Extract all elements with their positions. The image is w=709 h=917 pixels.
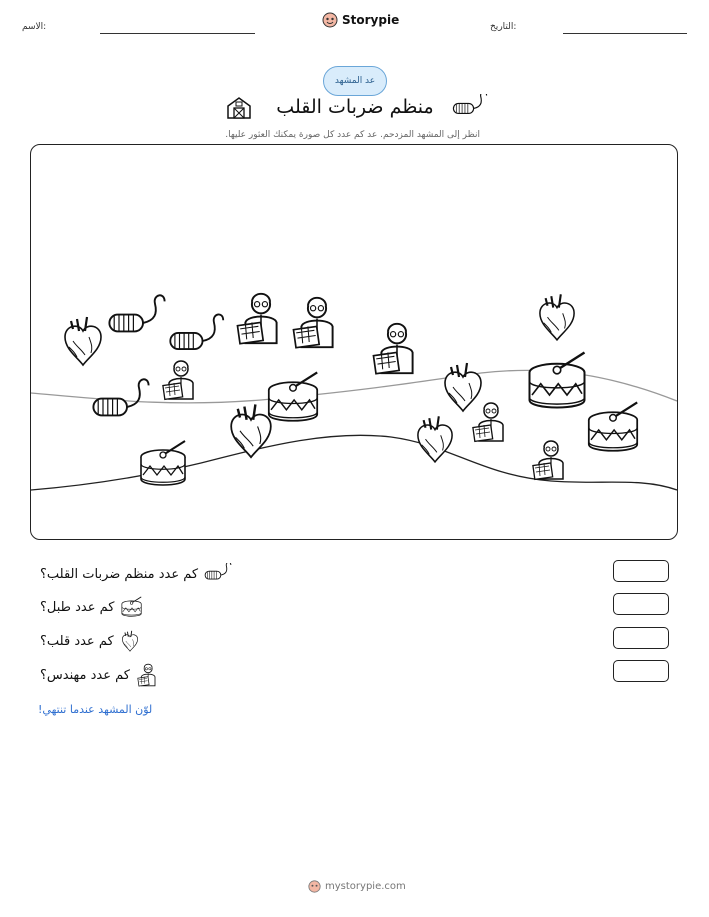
question-row [40, 630, 140, 652]
engineer-icon [136, 663, 158, 687]
question-text: كم عدد مهندس؟ [40, 667, 130, 683]
engineer-item [533, 441, 563, 479]
heart-icon [120, 630, 140, 652]
drum-item [269, 372, 317, 420]
site-url: mystorypie.com [325, 881, 406, 892]
answer-box-heart[interactable] [613, 627, 669, 649]
brand-name: Storypie [342, 13, 400, 27]
color-instruction: لوّن المشهد عندما تنتهي! [38, 703, 153, 716]
instructions: انظر إلى المشهد المزدحم. عد كم عدد كل صورة يمكنك العثور عليها. [225, 130, 480, 140]
storypie-mascot-icon [308, 880, 321, 893]
drum-icon [121, 596, 143, 618]
drum-item [141, 441, 185, 485]
page-title: منظم ضربات القلب [276, 96, 434, 118]
question-text: كم عدد قلب؟ [40, 633, 114, 649]
drum-item [530, 353, 585, 408]
scene-illustration [31, 145, 677, 539]
footer-site [308, 880, 406, 893]
answer-box-engineer[interactable] [613, 660, 669, 682]
answer-box-pacemaker[interactable] [613, 560, 669, 582]
pacemaker-item [93, 379, 148, 415]
question-text: كم عدد طبل؟ [40, 599, 115, 615]
heart-item [418, 416, 452, 462]
storypie-mascot-icon [322, 12, 338, 28]
engineer-item [373, 324, 412, 374]
name-line[interactable] [100, 33, 255, 34]
brand-logo [322, 12, 399, 28]
question-row [40, 563, 232, 585]
engineer-item [237, 294, 276, 344]
counting-scene [30, 144, 678, 540]
answer-box-drum[interactable] [613, 593, 669, 615]
heart-item [540, 294, 574, 340]
pacemaker-icon [452, 94, 488, 120]
engineer-item [293, 298, 332, 348]
heart-item [445, 363, 481, 411]
heart-item [231, 404, 271, 457]
engineer-item [163, 361, 193, 399]
date-label: التاريخ: [490, 22, 517, 32]
question-row [40, 663, 158, 687]
question-text: كم عدد منظم ضربات القلب؟ [40, 566, 199, 582]
pacemaker-icon [204, 563, 232, 585]
question-row [40, 596, 143, 618]
barn-icon [226, 96, 252, 120]
name-label: الاسم: [22, 22, 47, 32]
drum-item [589, 402, 637, 450]
heart-item [65, 317, 101, 365]
date-line[interactable] [563, 33, 687, 34]
activity-badge: عد المشهد [323, 66, 387, 96]
pacemaker-item [170, 314, 223, 349]
pacemaker-item [109, 295, 164, 331]
engineer-item [473, 403, 503, 441]
